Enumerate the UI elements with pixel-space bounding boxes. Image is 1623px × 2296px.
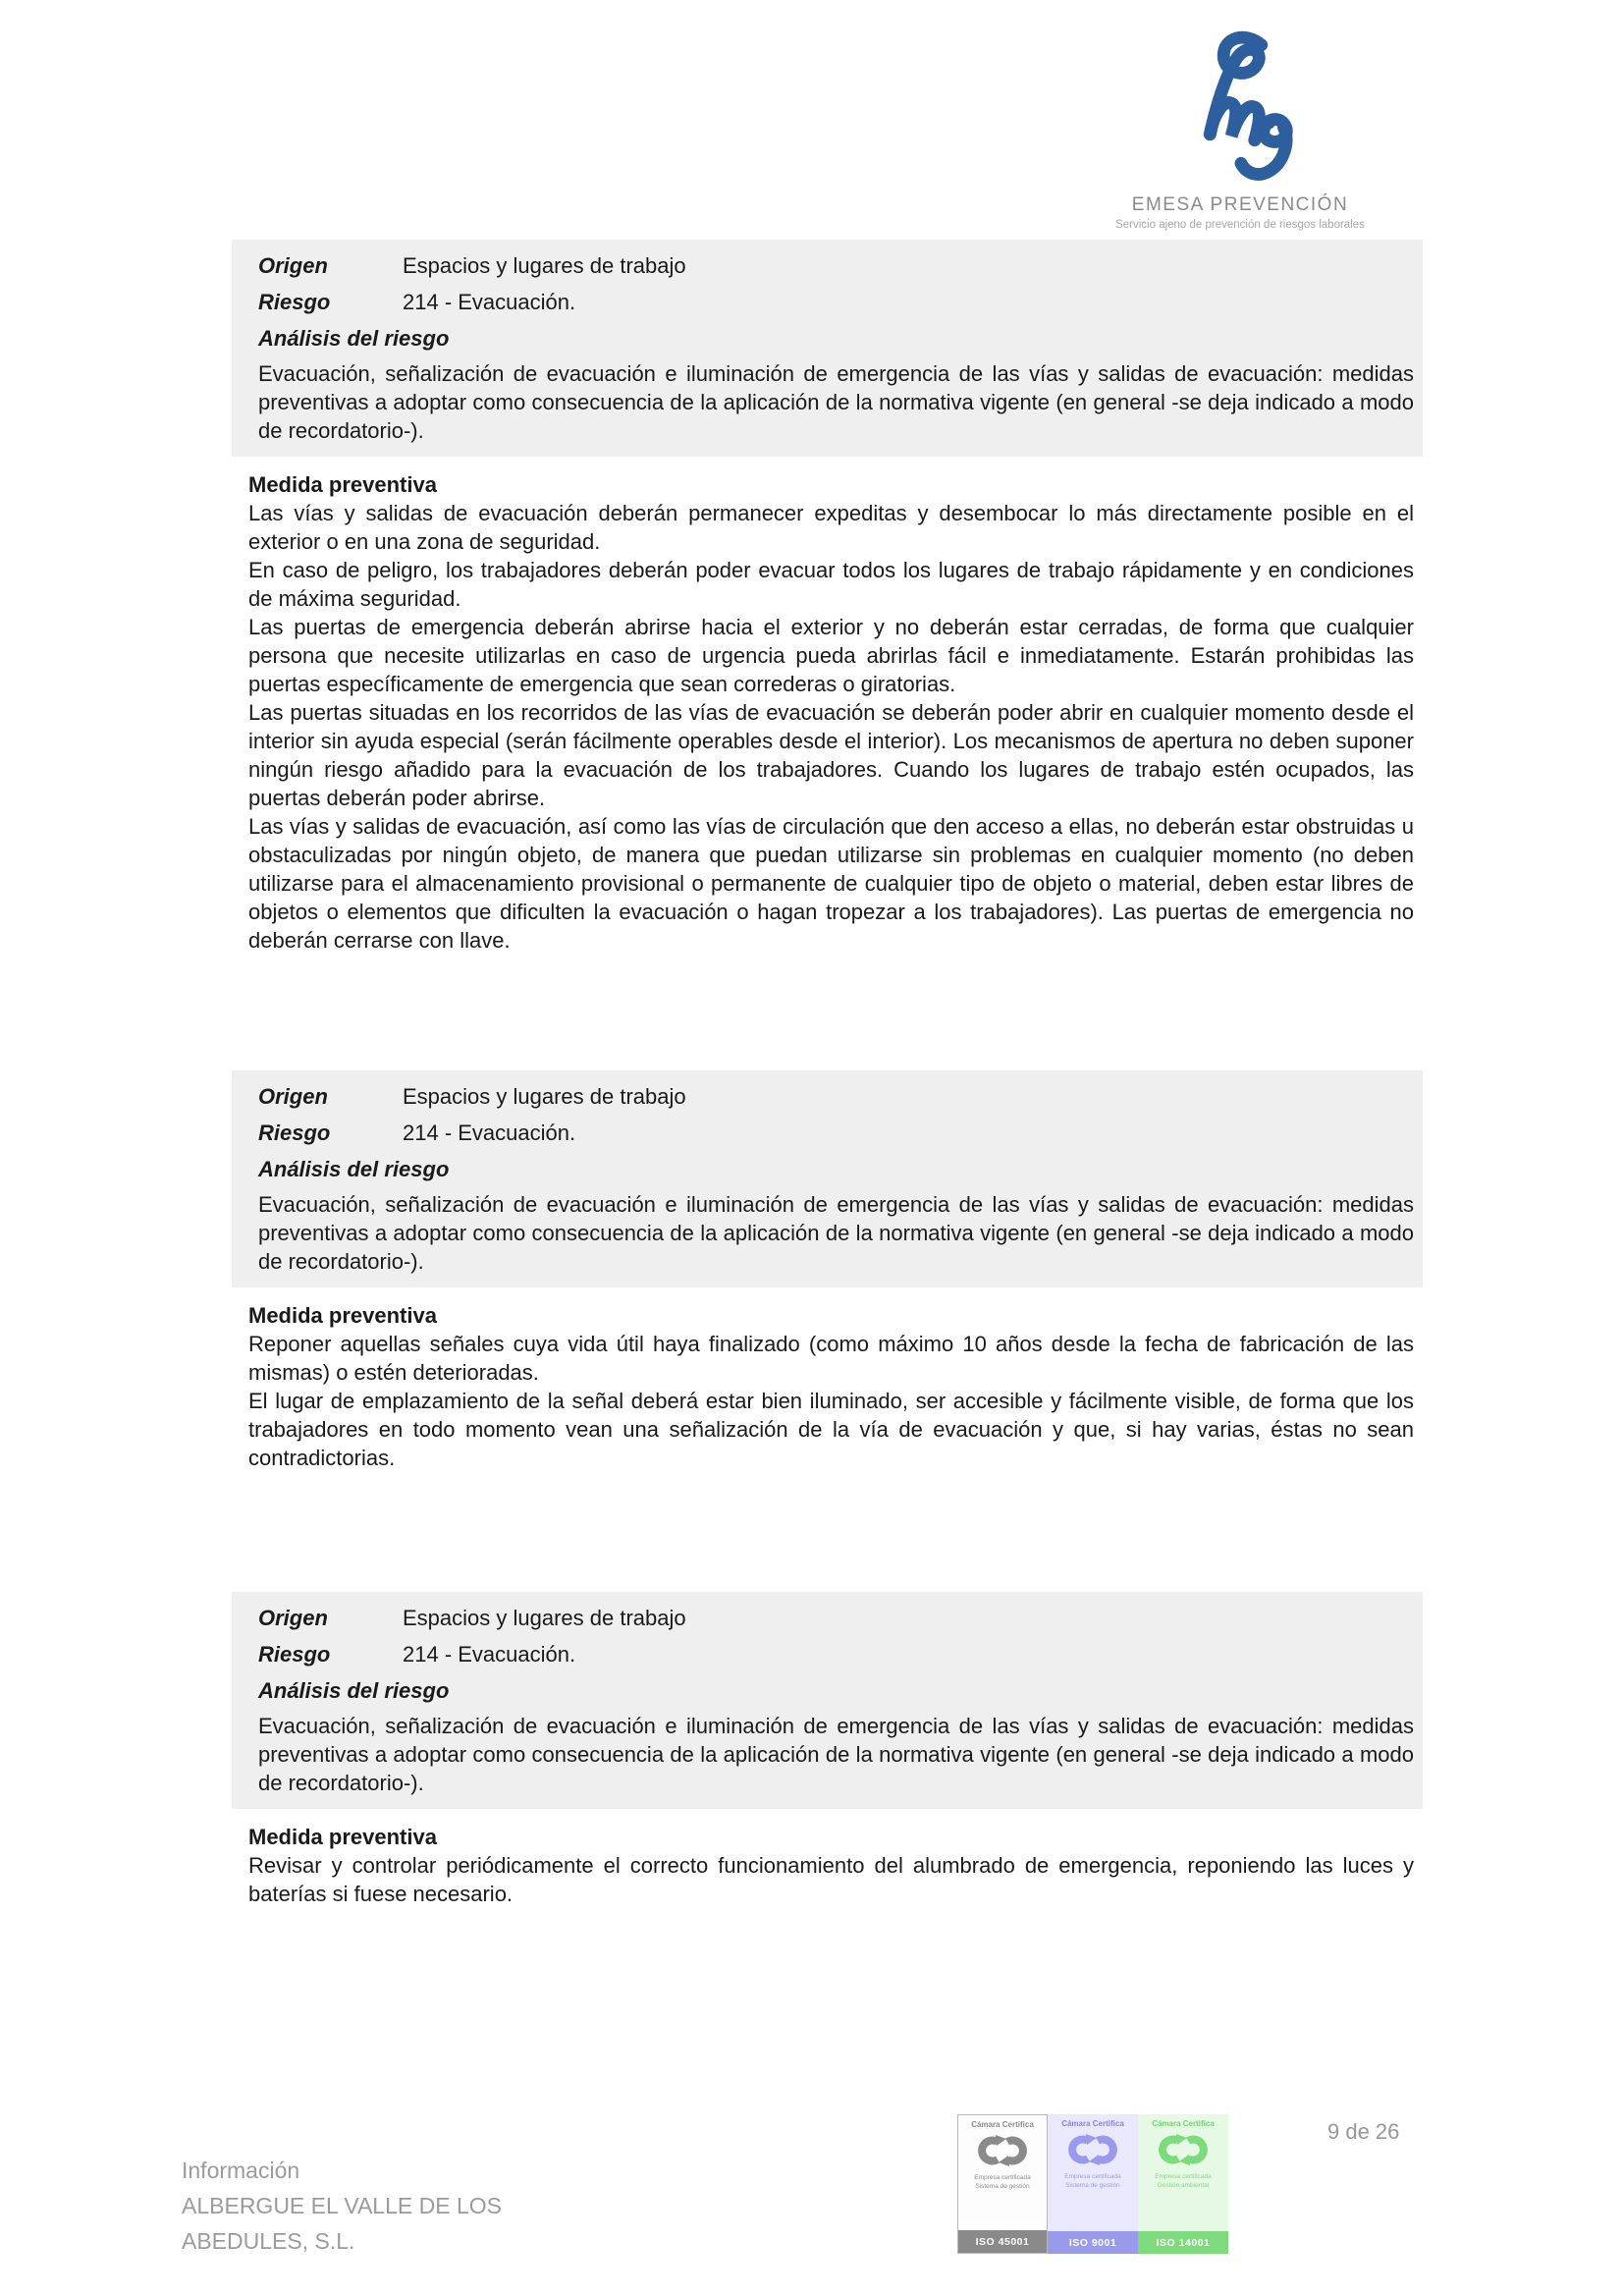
risk-header-card [232, 1070, 1423, 1287]
footer-company-info [182, 2153, 502, 2259]
origen-label: Origen [258, 1084, 328, 1109]
medida-paragraph: Las puertas situadas en los recorridos de las vías de evacuación se deberán poder abrir en cualquier momento desde el interior sin ayuda especial (serán fácilmente operables desde el interior). Los mecanismos de apertura no deben suponer ningún riesgo añadido para la evacuación de los trabajadores. Cuando los lugares de trabajo estén ocupados, las puertas deberán poder abrirse. [248, 700, 1414, 810]
analisis-label: Análisis del riesgo [258, 1678, 450, 1703]
origen-value: Espacios y lugares de trabajo [403, 1084, 686, 1109]
origen-label: Origen [258, 1606, 328, 1630]
riesgo-label: Riesgo [258, 1121, 331, 1145]
badge-line1: Empresa certificada [1064, 2173, 1121, 2180]
origen-row [258, 247, 1414, 284]
riesgo-value: 214 - Evacuación. [403, 1642, 576, 1667]
iso-number-band: ISO 9001 [1048, 2231, 1138, 2254]
riesgo-label: Riesgo [258, 290, 331, 314]
risk-header-card [232, 1592, 1423, 1809]
origen-value: Espacios y lugares de trabajo [403, 253, 686, 278]
riesgo-row [258, 1115, 1414, 1151]
badge-line2: Sistema de gestión [1065, 2182, 1120, 2189]
medida-paragraph: En caso de peligro, los trabajadores deberán poder evacuar todos los lugares de trabajo rápidamente y en condiciones de máxima seguridad. [248, 558, 1414, 611]
badge-line1: Empresa certificada [1155, 2173, 1212, 2180]
badge-line2: Gestión ambiental [1157, 2182, 1210, 2189]
brand-name: EMESA PREVENCIÓN [1131, 194, 1349, 215]
camara-certifica-cc-icon [976, 2134, 1029, 2167]
analisis-label: Análisis del riesgo [258, 1157, 450, 1181]
medida-label: Medida preventiva [248, 1303, 437, 1328]
riesgo-value: 214 - Evacuación. [403, 1121, 576, 1145]
analisis-text: Evacuación, señalización de evacuación e iluminación de emergencia de las vías y salidas de evacuación: medidas preventivas a adoptar como consecuencia de la aplicación de la normativa vigente (en general -se deja indicado a modo de recordatorio-). [258, 1714, 1414, 1795]
iso-9001-badge [1048, 2114, 1138, 2254]
origen-row [258, 1600, 1414, 1636]
iso-45001-badge [957, 2114, 1048, 2254]
analisis-label: Análisis del riesgo [258, 326, 450, 351]
analisis-text: Evacuación, señalización de evacuación e iluminación de emergencia de las vías y salidas de evacuación: medidas preventivas a adoptar como consecuencia de la aplicación de la normativa vigente (en general -se deja indicado a modo de recordatorio-). [258, 361, 1414, 443]
riesgo-value: 214 - Evacuación. [403, 290, 576, 314]
camara-certifica-cc-icon [1157, 2133, 1210, 2166]
medida-block [248, 1823, 1414, 1908]
medida-label: Medida preventiva [248, 472, 437, 497]
footer-company-line1: ALBERGUE EL VALLE DE LOS [182, 2193, 502, 2218]
medida-label: Medida preventiva [248, 1825, 437, 1849]
risk-section [232, 1070, 1423, 1472]
origen-label: Origen [258, 253, 328, 278]
medida-paragraph: El lugar de emplazamiento de la señal deberá estar bien iluminado, ser accesible y fácilmente visible, de forma que los trabajadores en todo momento vean una señalización de la vía de evacuación y que, si hay varias, éstas no sean contradictorias. [248, 1389, 1414, 1470]
medida-paragraph: Reponer aquellas señales cuya vida útil haya finalizado (como máximo 10 años desde la fecha de fabricación de las mismas) o estén deterioradas. [248, 1332, 1414, 1385]
badge-line2: Sistema de gestión [975, 2183, 1030, 2190]
medida-block [248, 470, 1414, 955]
origen-value: Espacios y lugares de trabajo [403, 1606, 686, 1630]
iso-14001-badge [1138, 2114, 1228, 2254]
badge-line1: Empresa certificada [974, 2174, 1031, 2181]
origen-row [258, 1078, 1414, 1115]
medida-block [248, 1301, 1414, 1472]
certification-badges [957, 2114, 1228, 2254]
camara-certifica-cc-icon [1066, 2133, 1119, 2166]
brand-tagline: Servicio ajeno de prevención de riesgos laborales [1115, 219, 1365, 231]
risk-section [232, 1592, 1423, 1908]
iso-number-band: ISO 14001 [1138, 2231, 1228, 2254]
risk-section [232, 240, 1423, 955]
footer-company-line2: ABEDULES, S.L. [182, 2228, 355, 2254]
medida-paragraph: Revisar y controlar periódicamente el correcto funcionamiento del alumbrado de emergencia, reponiendo las luces y baterías si fuese necesario. [248, 1853, 1414, 1906]
riesgo-row [258, 1636, 1414, 1672]
iso-number-band: ISO 45001 [958, 2230, 1047, 2253]
badge-header-text: Cámara Certifica [1152, 2119, 1215, 2128]
brand-block [1098, 29, 1382, 232]
riesgo-label: Riesgo [258, 1642, 331, 1667]
report-body [232, 240, 1423, 1908]
footer-info-label: Información [182, 2158, 300, 2183]
medida-paragraph: Las vías y salidas de evacuación deberán permanecer expeditas y desembocar lo más directamente posible en el exterior o en una zona de seguridad. [248, 501, 1414, 554]
risk-header-card [232, 240, 1423, 457]
medida-paragraph: Las vías y salidas de evacuación, así como las vías de circulación que den acceso a ellas, no deberán estar obstruidas u obstaculizadas por ningún objeto, de manera que puedan utilizarse sin problemas en cualquier momento (no deben utilizarse para el almacenamiento provisional o permanente de cualquier tipo de objeto o material, deben estar libres de objetos o elementos que dificulten la evacuación o hagan tropezar a los trabajadores). Las puertas de emergencia no deberán cerrarse con llave. [248, 814, 1414, 953]
badge-header-text: Cámara Certifica [1061, 2119, 1124, 2128]
riesgo-row [258, 284, 1414, 320]
page-number: 9 de 26 [1327, 2119, 1400, 2144]
medida-paragraph: Las puertas de emergencia deberán abrirse hacia el exterior y no deberán estar cerradas, de forma que cualquier persona que necesite utilizarlas en caso de urgencia pueda abrirlas fácil e inmediatamente. Estarán prohibidas las puertas específicamente de emergencia que sean correderas o giratorias. [248, 615, 1414, 696]
badge-header-text: Cámara Certifica [971, 2120, 1034, 2129]
emesa-script-logo-icon [1166, 29, 1314, 194]
analisis-text: Evacuación, señalización de evacuación e iluminación de emergencia de las vías y salidas de evacuación: medidas preventivas a adoptar como consecuencia de la aplicación de la normativa vigente (en general -se deja indicado a modo de recordatorio-). [258, 1192, 1414, 1274]
